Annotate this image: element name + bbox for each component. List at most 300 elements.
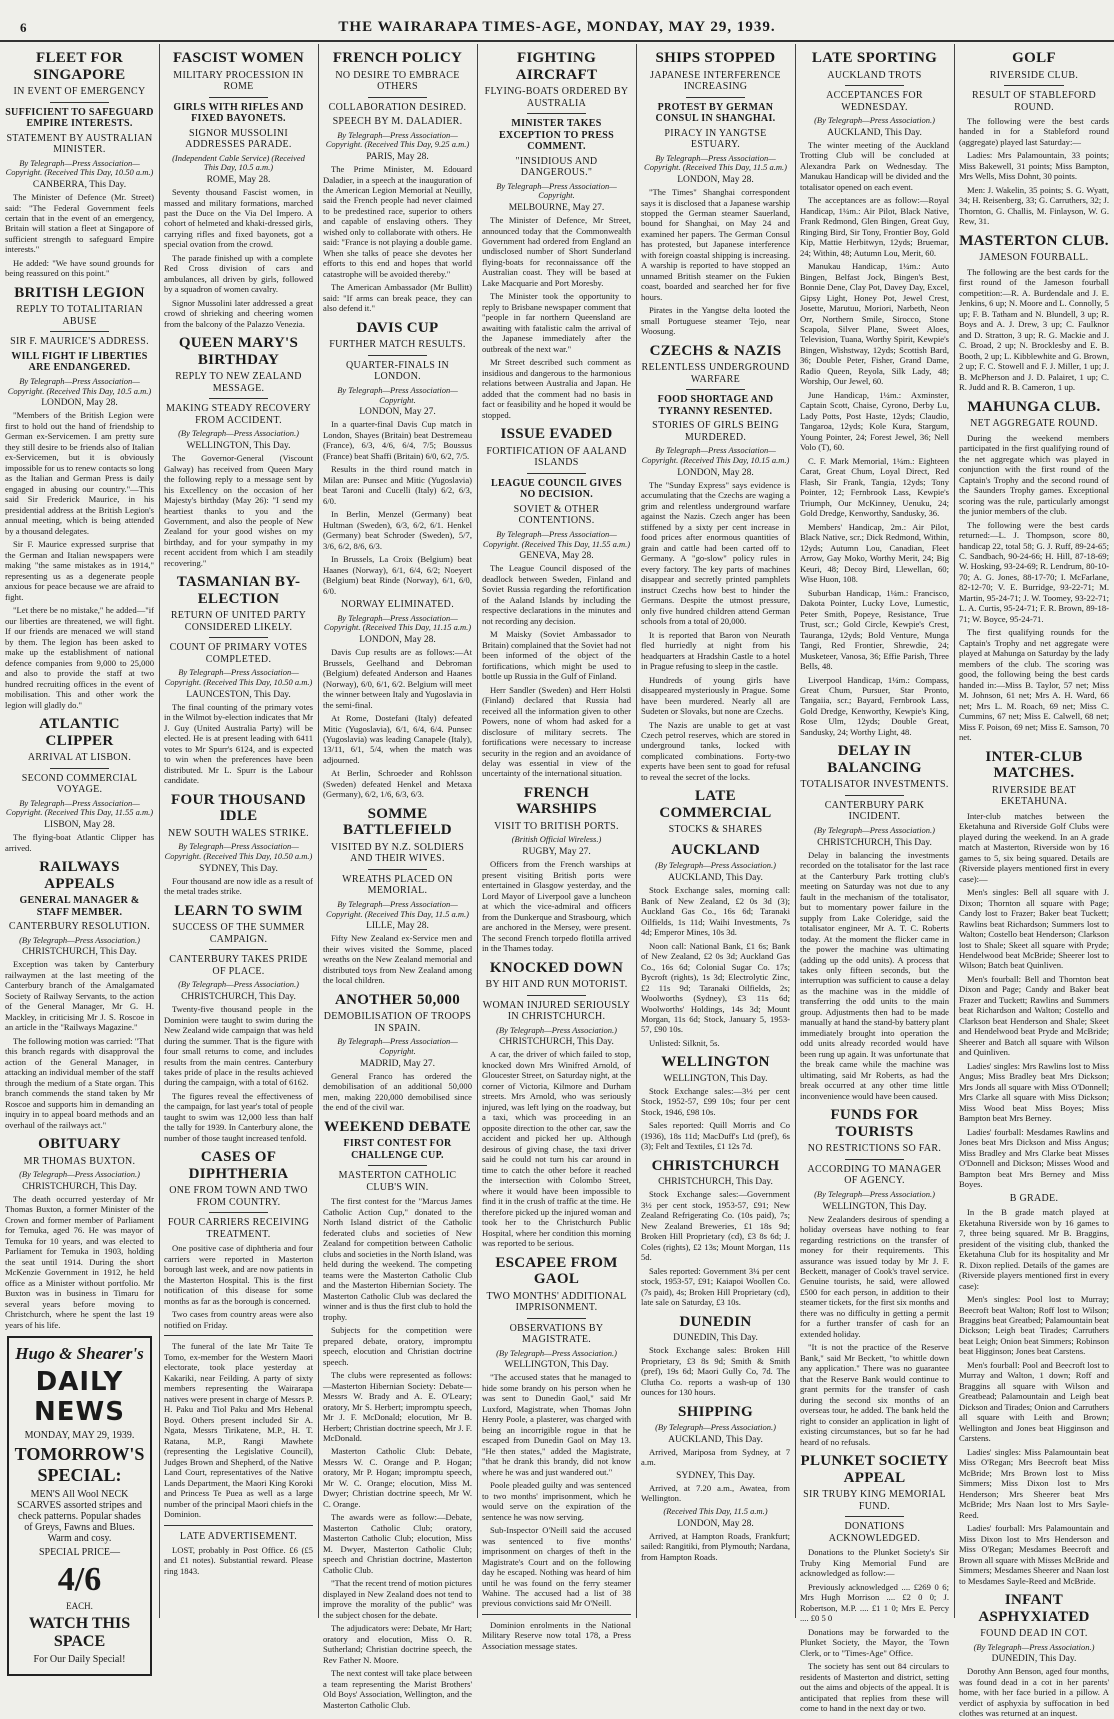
rule (845, 1516, 905, 1517)
article-headline: CASES OF DIPHTHERIA (188, 1149, 289, 1182)
subheading: CANTERBURY RESOLUTION. (8, 921, 151, 932)
article-paragraph: Twenty-five thousand people in the Dominion were taught to swim during the New Zealand wide campaign that was held during the summer. That is the figure with four small returns to come, and includes results from the main centres. Canterbury takes pride of place in the results achieved during the campaign, with a total of 6162. (164, 1004, 313, 1088)
place-dateline: WELLINGTON, This Day. (186, 441, 291, 452)
ad-cta-sub: For Our Daily Special! (33, 1654, 126, 1666)
article-paragraph: Noon call: National Bank, £1 6s; Bank of New Zealand, £2 0s 3d; Auckland Gas Co., 16s 6d; Colonial Sugar Co. 17s; Bycroft (rights), 1s 3d; Electrolytic Zinc, £2 11s 9d; Taranaki Oilfields, 2s; Woolworths (Sydney), £3 11s 6d; Woolworths' Holdings, 14s 3d; Mount Morgan, 11s 6d; Stock, January 5, 1953-57, £90 10s. (641, 940, 790, 1035)
article-headline: RAILWAYS APPEALS (39, 859, 120, 892)
article-paragraph: "Members of the British Legion were first to hold out the hand of friendship to German ex-Servicemen. I am pretty sure they still desire to be friends also of Italian ex-Servicemen, but it is obviously impossible for us to renew contacts so long as the Italian and German Press is daily engaged in abusing our country."—This said Sir Frederick Maurice, in his presidential address at the British Legion's annual meeting, which is being attended by a thousand delegates. (5, 410, 154, 536)
subheading: PROTEST BY GERMAN CONSUL IN SHANGHAI. (655, 101, 776, 124)
article-paragraph: "That the recent trend of motion pictures displayed in New Zealand does not tend to improve the morality of the public" was the subject chosen for the debate. (323, 1578, 472, 1620)
subheading: AUCKLAND TROTS (827, 69, 922, 81)
place-dateline: WELLINGTON, This Day. (504, 1360, 609, 1371)
article-paragraph: Inter-club matches between the Eketahuna and Riverside Golf Clubs were played during the weekend. In an A grade match at Masterton, Riverside won by 16 games to 5, six being squared. Details are (Riverside players mentioned first in every case):— (959, 810, 1109, 884)
place-dateline: GENEVA, May 28. (519, 551, 594, 562)
article-headline: SOMME BATTLEFIELD (343, 805, 452, 839)
article-paragraph: "The Times" Shanghai correspondent says it is disclosed that a Japanese warship stopped the German steamer Sauerland, bound for Shanghai, on May 24 and examined her papers. The German Consul has protested, but Japanese interference with foreign coastal shipping is increasing. A warship is reported to have stopped an unnamed British steamer on the Fukien coast, boarded and searched her for five hours. (641, 187, 790, 302)
article-paragraph: Ladies' fourball: Mesdames Rawlins and Jones beat Mrs Dickson and Miss Angus; Miss Bradley and Mrs Clarke beat Misses O'Donnell and Dickson; Misses Wood and Bampton beat Mrs Berney and Miss Boyes. (959, 1126, 1109, 1190)
article-paragraph: The winter meeting of the Auckland Trotting Club will be concluded at Alexandra Park on Wednesday. The Manukau Handicap will be divided and the totalisator opened on each event. (800, 139, 949, 192)
subheading: GIRLS WITH RIFLES AND FIXED BAYONETS. (173, 101, 304, 124)
dateline: (By Telegraph—Press Association.) (496, 1347, 617, 1358)
article-paragraph: Men's singles: Bell all square with J. Dixon; Thornton all square with Page; Candy lost to Frazer; Baker beat Tuckett; Rawlins beat Richardson; Summers lost to Walton; Costello beat Henderson; Clarkson lost to Shale; Skeet all square with Pryde; Hendelwood beat McBride; Sheerer lost to Wilson; Batch beat Quinliven. (959, 887, 1109, 971)
article-paragraph: The parade finished up with a complete Red Cross division of cars and ambulances, all driven by girls, followed by a squadron of women cavalry. (164, 252, 313, 295)
article-paragraph: Sales reported: Government 3¼ per cent stock, 1953-57, £91; Kaiapoi Woollen Co. (7s paid), 4s; Broken Hill Proprietary (cd), late sale on Saturday, £3 10s. (641, 1265, 790, 1308)
article-paragraph: The first qualifying rounds for the Captain's Trophy and net aggregate were played at Mahunga on Saturday by the lady members of the club. The scoring was good, the following being the best cards handed in:—Miss B. Taylor, 57 net; Miss M. Johnson, 61 net; Mrs A. H. Ward, 66 net; Mrs L. M. Roach, 69 net; Miss C. Cummins, 67 net; Miss E. Calwell, 68 net; Miss F. Poison, 69 net; Miss E. Samson, 70 net. (959, 627, 1109, 743)
rule (50, 331, 110, 332)
subheading: TOTALISATOR INVESTMENTS. (800, 779, 949, 791)
dateline: (British Official Wireless.) (511, 834, 602, 845)
ad-price-label: SPECIAL PRICE— (38, 1547, 121, 1559)
article-paragraph: Fifty New Zealand ex-Service men and their wives visited the Somme, placed wreaths on the New Zealand memorial and distributed toys from New Zealand among the local children. (323, 933, 472, 986)
article-paragraph: The League Council disposed of the deadlock between Sweden, Finland and Soviet Russia regarding the refortification of the Aaland Islands by including the respective declarations in the minutes and not recording any decision. (482, 563, 631, 626)
subheading: WREATHS PLACED ON MEMORIAL. (342, 873, 453, 897)
subheading: TWO MONTHS' ADDITIONAL IMPRISONMENT. (486, 1290, 627, 1314)
rule (368, 97, 428, 98)
subheading: STORIES OF GIRLS BEING MURDERED. (652, 420, 779, 443)
rule (50, 102, 110, 103)
place-dateline: CHRISTCHURCH, This Day. (22, 1181, 137, 1192)
subheading: QUARTER-FINALS IN LONDON. (345, 359, 450, 383)
article-paragraph: Herr Sandler (Sweden) and Herr Holsti (Finland) declared that Russia had received all the information given to other Powers, none of whom had asked for a disclosure of military secrets. The fortifications were necessary to increase security in the region and an avoidance of delay was essential in view of the uncertainty of the international situation. (482, 684, 631, 779)
dateline: By Telegraph—Press Association—Copyright. (Received This Day, 9.25 a.m.) (325, 129, 470, 150)
place-dateline: LONDON, May 28. (359, 635, 436, 646)
rule (50, 768, 110, 769)
column-2 (159, 44, 318, 1618)
article-paragraph: The first contest for the "Marcus James Catholic Action Cup," donated to the North Island district of the Catholic federated clubs and societies of New Zealand for competition between Catholic clubs and societies in the North Island, was held during the weekend. The competing teams were the Masterton Catholic Club and the Masterton Hibernian Society. The Masterton Catholic Club was declared the winner and is thus the first club to hold the trophy. (323, 1196, 472, 1322)
place-dateline: WELLINGTON, This Day. (822, 1201, 927, 1212)
article-paragraph: Manukau Handicap, 1¼m.: Auto Bingen, Belfast Jock, Bingen's Best, Bonnie Dene, Clay Pot, Davey Day, Excel, Gipsy Light, Honey Pot, Jewel Crest, Josette, Marutuu, Moriori, Narbeth, Neon Orr, Northern Smile, Sirocco, Stone Scapola, Silver Plane, Sweet Aloes, Television, Tuana, Worthy Spirit, Kewpie's Bingen, Wishstway, 12yds; Scottish Bard, 36; Double Peter, Fisher, Grand Dame, Radio Queen, Reyola, Silk Lady, 48; Worship, Our Jewel, 60. (800, 261, 949, 387)
ad-date: MONDAY, MAY 29, 1939. (24, 1430, 135, 1442)
place-dateline: PARIS, May 28. (366, 152, 429, 163)
article-headline: CZECHS & NAZIS (649, 342, 782, 359)
article-headline: GOLF (1012, 50, 1056, 66)
subheading: DEMOBILISATION OF TROOPS IN SPAIN. (323, 1011, 472, 1034)
article-headline: TASMANIAN BY-ELECTION (176, 574, 301, 607)
article-paragraph: Mr Street described such comment as insidious and dangerous to the harmonious relations between Australia and Japan. He added that the comment had no basis in fact or feasibility and he hoped it would be stopped. (482, 357, 631, 420)
dateline: By Telegraph—Press Association—Copyright. (Received This Day, 10.50 a.m.) (164, 667, 313, 688)
article-paragraph: Masterton Catholic Club: Debate, Messrs W. C. Orange and P. Hogan; oratory, Mr P. Hogan; impromptu speech, Mr W. C. Orange; elocution, Miss M. Dwyer; Christian doctrine speech, Mr W. C. Orange. (323, 1446, 472, 1509)
rule (482, 1614, 631, 1615)
article-headline: CHRISTCHURCH (651, 1157, 780, 1174)
subheading: SUCCESS OF THE SUMMER CAMPAIGN. (172, 922, 305, 945)
column-7 (954, 44, 1114, 1719)
subheading: RETURN OF UNITED PARTY CONSIDERED LIKELY. (170, 610, 307, 633)
article-headline: SHIPS STOPPED (655, 50, 776, 66)
subheading: JAPANESE INTERFERENCE INCREASING (650, 69, 781, 92)
subheading: FOUND DEAD IN COT. (980, 1628, 1088, 1640)
page-number: 6 (20, 20, 27, 35)
dateline: (By Telegraph—Press Association.) (814, 115, 935, 125)
ad-brand: Hugo & Shearer's (15, 1344, 144, 1364)
article-paragraph: Donations may be forwarded to the Plunket Society, the Mayor, the Town Clerk, or to "Times-Age" Office. (800, 1626, 949, 1658)
article-paragraph: Sales reported: Quill Morris and Co (1936), 18s 11d; MacDuff's Ltd (pref), 6s (3); Felt and Textiles, £1 12s 7d. (641, 1120, 790, 1152)
article-paragraph: The Nazis are unable to get at vast Czech petrol reserves, which are stored in underground tanks, locked with complicated combinations. Forty-two experts have been sent to goad for refusal to reveal the secret of the locks. (641, 719, 790, 782)
article-paragraph: The Governor-General (Viscount Galway) has received from Queen Mary the following reply to a message sent by his Excellency on the occasion of her Majesty's birthday (May 26): "I send my heartiest thanks to you and the Government, and also the people of New Zealand for your good wishes on my birthday, and for your sympathy in my recent accident from which I am steadily recovering." (164, 453, 313, 568)
article-headline: INFANT ASPHYXIATED (978, 1592, 1090, 1625)
subheading: COUNT OF PRIMARY VOTES COMPLETED. (169, 642, 308, 665)
dateline: (Independent Cable Service) (Received This Day, 10.5 a.m.) (172, 152, 305, 173)
article-paragraph: In Brussels, La Croix (Belgium) beat Haanes (Norway), 6/1, 6/4, 6/2; Noeyert (Belgium) beat Rinde (Norway), 6/1, 6/0, 6/0. (323, 554, 472, 596)
subheading: LEAGUE COUNCIL GIVES NO DECISION. (490, 477, 623, 501)
article-paragraph: Stock Exchange sales, morning call: Bank of New Zealand, £2 0s 3d (3); Auckland Gas Co., 16s 6d; Taranaki Oilfields, 1s 11d; Waihi Investments, 7s 4d; Emperor Mines, 10s 3d. (641, 885, 790, 938)
place-dateline: CHRISTCHURCH, This Day. (499, 1037, 614, 1048)
subheading: RESULT OF STABLEFORD ROUND. (971, 90, 1097, 113)
subheading: MILITARY PROCESSION IN ROME (173, 69, 304, 92)
article-paragraph: Seventy thousand Fascist women, in massed and military formations, marched past the Duce on the Via Del Impero. A cohort of helmeted and khaki-dressed girls, carrying rifles and fixed bayonets, got a special ovation from the crowd. (164, 187, 313, 250)
article-paragraph: Suburban Handicap, 1¼m.: Francisco, Dakota Pointer, Lucky Love, Lumestic, Peter Smith, Popeye, Resistance, True Trust, scr.; Gold Circle, Kewpie's Crest, Tauranga, 12yds; Bold Venture, Munga Tangi, Red Frontier, Shrewdie, 24; Musketeer, Vanosa, 36; Effie Parish, Three Bells, 48. (800, 587, 949, 672)
subheading: ARRIVAL AT LISBON. (27, 752, 132, 763)
article-headline: QUEEN MARY'S BIRTHDAY (178, 335, 299, 368)
article-headline: ATLANTIC CLIPPER (39, 716, 120, 749)
subheading: MINISTER TAKES EXCEPTION TO PRESS COMMENT. (498, 118, 615, 152)
subheading: SIR TRUBY KING MEMORIAL FUND. (803, 1489, 946, 1512)
article-paragraph: Two cases from country areas were also notified on Friday. (164, 1309, 313, 1330)
masthead-title: THE WAIRARAPA TIMES-AGE, MONDAY, MAY 29, 1939. (338, 19, 776, 35)
dateline: (By Telegraph—Press Association.) (496, 1024, 617, 1035)
article-paragraph: The Prime Minister, M. Edouard Daladier, in a speech at the inauguration of the American Legion Memorial at Neuilly, said the French people had never claimed to be predestined race, superior to others and capable of enslaving others. They wished only to collaborate with others. He said: "France is not playing a double game. When she talks of peace she devotes her efforts to this end and hopes that world catastrophe will be avoided thereby." (323, 164, 472, 279)
article-paragraph: New Zealanders desirous of spending a holiday overseas have nothing to fear regarding restrictions on the transfer of money for their requirements. This assurance was issued today by Mr J. F. Beckett, manager of Cook's travel service. Genuine tourists, he said, were allowed £500 for each person, in addition to their steamer tickets, for the first six months and there was no difficulty in getting a permit for a further transfer of cash for an extended holiday. (800, 1213, 949, 1339)
subheading: VISITED BY N.Z. SOLDIERS AND THEIR WIVES. (330, 841, 465, 865)
rule (209, 949, 269, 950)
subheading: OBSERVATIONS BY MAGISTRATE. (509, 1322, 604, 1346)
subheading: NO DESIRE TO EMBRACE OTHERS (335, 69, 460, 92)
subheading: CANTERBURY PARK INCIDENT. (824, 799, 925, 823)
article-paragraph: The figures reveal the effectiveness of the campaign, for last year's total of people taught to swim was 12,000 less than half the tally for 1939. In Canterbury alone, the number of those taught increased tenfold. (164, 1090, 313, 1143)
article-paragraph: The Minister of Defence (Mr. Street) said: "The Federal Government feels certain that in the event of an emergency, Britain will station a fleet at Singapore of sufficient strength to safeguard Empire interests." (5, 192, 154, 255)
article-paragraph: The final counting of the primary votes in the Wilmot by-election indicates that Mr J. Guy (United Australia Party) will be elected. He is at present leading with 6411 votes to Mr Spurr's 6124, and is expected to win when the preferences have been distributed. Mr L. Spurr is the Labour candidate. (164, 701, 313, 786)
dateline: (By Telegraph—Press Association.) (19, 934, 140, 945)
article-paragraph: "Let there be no mistake," he added—"if our liberties are threatened, we will fight. If our friends are menaced we will stand by them. The legion has been asked to make up the establishment of national defence companies from 9,000 to 25,000 and also to provide the staff at two hundred recruiting offices in the event of mobilisation. This and other work the legion will gladly do." (5, 605, 154, 710)
article-paragraph: Pirates in the Yangtse delta looted the small Portuguese steamer Tejo, near Woosung. (641, 305, 790, 337)
subheading: ACCEPTANCES FOR WEDNESDAY. (826, 90, 923, 113)
article-paragraph: Sir F. Maurice expressed surprise that the German and Italian newspapers were making "the same mistakes as in 1914," representing us as a degenerate people anxious for peace because we are afraid to fight. (5, 539, 154, 602)
article-headline: LATE COMMERCIAL (659, 788, 772, 821)
rule (527, 473, 587, 474)
article-paragraph: Arrived, at 7.20 a.m., Awatea, from Wellington. (641, 1482, 790, 1504)
dateline: (By Telegraph—Press Association.) (178, 428, 299, 439)
rule (209, 398, 269, 399)
article-paragraph: Unlisted: Silknit, 5s. (649, 1037, 720, 1048)
place-dateline: LONDON, May 27. (359, 407, 436, 418)
article-headline: ANOTHER 50,000 (334, 991, 461, 1008)
subheading: RELENTLESS UNDERGROUND WARFARE (641, 362, 790, 385)
ad-each: EACH. (66, 1601, 93, 1612)
advertisement-box (7, 1336, 152, 1676)
article-paragraph: The awards were as follow:—Debate, Masterton Catholic Club; oratory, Masterton Catholic Club; elocution, Miss M. Dwyer, Masterton Catholic Club; speech and Christian doctrine, Masterton Catholic Club. (323, 1512, 472, 1575)
subheading: STATEMENT BY AUSTRALIAN MINISTER. (6, 132, 153, 155)
article-paragraph: The acceptances are as follow:—Royal Handicap, 1¼m.: Air Pilot, Black Native, Frank Redmond, Glen Bingen, Great Guy, Ringing Bird, Sir Tony, Frontier Boy, Gold Kip, Mattie Herbitwyn, 12yds; Bruemar, 24; Within, 48; Autumn Lou, Merit, 60. (800, 195, 949, 258)
rule (845, 795, 905, 796)
article-paragraph: Ladies' singles: Mrs Rawlins lost to Miss Angus; Miss Bradley beat Mrs Dickson; Mrs Jonds all square with Miss O'Donnell; Mrs Clarke all square with Miss Dickson; Miss Wood beat Miss Boyes; Miss Bampton beat Mrs Berney. (959, 1060, 1109, 1124)
article-paragraph: Stock Exchange sales:—3½ per cent Stock, 1952-57, £99 10s; four per cent Stock, 1946, £98 10s. (641, 1085, 790, 1117)
subheading: STOCKS & SHARES (668, 824, 763, 836)
article-paragraph: Dorothy Ann Benson, aged four months, was found dead in a cot in her parents' home, with her face buried in a pillow. A verdict of asphyxia by suffocation in bed clothes was returned at an inquest. (959, 1666, 1109, 1719)
article-headline: LEARN TO SWIM (174, 902, 303, 919)
dateline: By Telegraph—Press Association—Copyright. (Received This Day, 11.55 a.m.) (482, 528, 631, 549)
rule (368, 1165, 428, 1166)
subheading: VISIT TO BRITISH PORTS. (494, 820, 619, 832)
subheading: BY HIT AND RUN MOTORIST. (485, 979, 628, 991)
rule (686, 97, 746, 98)
article-paragraph: It is reported that Baron von Neurath fled hurriedly at night from his headquarters at Hradshin Castle to a hotel in Prague refusing to sleep in the castle. (641, 629, 790, 672)
article-paragraph: The following are the best cards for the first round of the Jameson fourball competition:—R. A. Burdendale and J. E. Jenkins, 6 up; N. Moore and L. Connolly, 5 up; F. B. Tatham and N. Blundell, 3 up; R. Boys and A. J. Drew, 3 up; C. Faulknor and D. Stratton, 3 up; R. G. Mackie and J. C. Broad, 2 up; N. Brocklesby and E. B. Booth, 2 up; L. Kibblewhite and G. Brown, 2 up; F. C. Stowell and F. J. Miller, 1 up; J. B. McPherson and J. D. Palairet, 1 up; C. R. Judd and R. B. Cameron, 1 up. (959, 266, 1109, 393)
subheading: SOVIET & OTHER CONTENTIONS. (513, 503, 600, 527)
subheading: REPLY TO TOTALITARIAN ABUSE (16, 304, 143, 327)
subheading: RIVERSIDE BEAT EKETAHUNA. (992, 784, 1076, 808)
rule (686, 389, 746, 390)
dateline: (By Telegraph—Press Association.) (19, 1169, 140, 1180)
subheading: SIGNOR MUSSOLINI ADDRESSES PARADE. (185, 127, 292, 150)
article-headline: AUCKLAND (670, 841, 761, 858)
ad-price: 4/6 (57, 1561, 102, 1599)
dateline: By Telegraph—Press Association—Copyright. (Received This Day, 10.50 a.m.) (164, 841, 313, 862)
article-paragraph: Davis Cup results are as follows:—At Brussels, Geelhand and Debroman (Belgium) defeated Anderson and Haanes (Norway), 6/0, 6/1, 6/2. Belgium will meet the winner between Italy and Yugoslavia in the semi-final. (323, 647, 472, 710)
article-paragraph: In Berlin, Menzel (Germany) beat Hultman (Sweden), 6/3, 6/2, 6/1. Henkel (Germany) beat Schroder (Sweden), 5/7, 3/6, 6/2, 8/6, 6/3. (323, 509, 472, 551)
article-paragraph: General Franco has ordered the demobilisation of an additional 50,000 men, making 220,000 demobilised since the end of the civil war. (323, 1070, 472, 1113)
article-headline: WELLINGTON (661, 1054, 770, 1071)
article-headline: FIGHTING AIRCRAFT (515, 50, 598, 83)
rule (845, 1159, 905, 1160)
article-headline: INTER-CLUB MATCHES. (985, 748, 1083, 782)
article-paragraph: The following were the best cards returned:—L. J. Thompson, score 80, handicap 22, total 58; G. J. Ruff, 89-24-65; C. Sandbach, 90-24-66; H. Hill, 87-18-69; W. Hosking, 93-24-69; R. Lendrum, 80-10-70; A. G. Jones, 88-17-70; I. McFarlane, 82-12-70; V. E. Burridge, 93-22-71; M. Martin, 95-24-71; J. W. Toomey, 93-22-71; L. A. Curtis, 95-24-71; F. R. Brown, 89-18-71; W. Boyce, 95-24-71. (959, 519, 1109, 624)
subheading: FOUR CARRIERS RECEIVING TREATMENT. (167, 1217, 310, 1240)
column-1 (0, 44, 159, 1666)
subheading: ONE FROM TOWN AND TWO FROM COUNTRY. (169, 1185, 308, 1208)
article-paragraph: Arrived, at Hampton Roads, Frankfurt; sailed: Rangitiki, from Plymouth; Nardana, from Hampton Roads. (641, 1530, 790, 1562)
subheading: SECOND COMMERCIAL VOYAGE. (21, 772, 138, 795)
dateline: (By Telegraph—Press Association.) (973, 1641, 1095, 1652)
subheading: NO RESTRICTIONS SO FAR. (807, 1143, 942, 1155)
article-paragraph: Officers from the French warships at present visiting British ports were entertained in Glasgow yesterday, and the Lord Mayor of Liverpool gave a luncheon at which the vice-admiral and officers from the Dunkerque and Strasbourg, which are anchored in the Mersey, were present. The second French torpedo flotilla arrived in the Thames today. (482, 859, 631, 954)
subheading: LATE ADVERTISEMENT. (179, 1530, 298, 1542)
rule (845, 85, 905, 86)
subheading: MR THOMAS BUXTON. (23, 1155, 136, 1167)
article-paragraph: Ladies' fourball: Mrs Palamountain and Miss Dixon lost to Mrs Henderson and Miss O'Regan; Mesdames Beecroft and Brown all square with Misses McBride and Simmers; Mesdames Sheerer and Naan lost to Mesdames Sayle-Reed and McBride. (959, 1523, 1109, 1586)
article-headline: OBITUARY (38, 1136, 121, 1153)
article-paragraph: "It is not the practice of the Reserve Bank," said Mr Beckett, "to whittle down any application." There was no guarantee that the Reserve Bank would continue to grant permits for the transfer of cash during the second six months of an overseas tour, he added. The bank held the right to consider an application in light of existing circumstances, but so far he had heard of no refusals. (800, 1342, 949, 1447)
article-paragraph: Liverpool Handicap, 1¼m.: Compass, Great Chum, Pursuer, Star Pronto, Tangaiia, scr.; Bayard, Fernbrook Lass, Gold Dredge, Kenworthy, Kewpie's King, Rose Ulm, 12yds; Double Great, Sandusky, 24; Worthy Light, 48. (800, 674, 949, 737)
subheading: NET AGGREGATE ROUND. (970, 418, 1098, 430)
article-paragraph: Members' Handicap, 2m.: Air Pilot, Black Native, scr.; Dick Redmond, Within, 12yds; Autumn Lou, Canadian, Fleet Arrow, Gay Moko, Worthy Merit, 24; Big Keuri, 48; Decoy Bird, Llewellan, 60; Wise Huon, 108. (800, 521, 949, 585)
article-headline: KNOCKED DOWN (489, 959, 624, 976)
subheading: WOMAN INJURED SERIOUSLY IN CHRISTCHURCH. (482, 999, 631, 1023)
rule (209, 1212, 269, 1213)
place-dateline: MADRID, May 27. (360, 1058, 435, 1069)
rule (527, 995, 587, 996)
subheading: ACCORDING TO MANAGER OF AGENCY. (807, 1163, 942, 1187)
article-paragraph: The clubs were represented as follows:—Masterton Hibernian Society: Debate—Messrs W. Brady and A. E. O'Leary; oratory, Mr S. Herbert; impromptu speech, Mr J. F. McDonald; elocution, Mr B. Herbert; Christian doctrine speech, Mr J. F. McDonald. (323, 1370, 472, 1443)
article-paragraph: Men: J. Wakelin, 35 points; S. G. Wyatt, 34; H. Reisenberg, 33; G. Carruthers, 32; J. Thornton, G. Challis, M. Finlayson, W. G. Rew, 31. (959, 184, 1109, 227)
subheading: "INSIDIOUS AND DANGEROUS." (515, 155, 598, 178)
subheading: MAKING STEADY RECOVERY FROM ACCIDENT. (165, 403, 312, 426)
place-dateline: AUCKLAND, This Day. (668, 873, 763, 884)
article-paragraph: The American Ambassador (Mr Bullitt) said: "If arms can break peace, they can also defend it." (323, 282, 472, 314)
subheading: MASTERTON CATHOLIC CLUB'S WIN. (338, 1170, 457, 1193)
article-paragraph: Previously acknowledged .... £269 0 6; Mrs Hugh Morrison .... £2 0 0; J. Robertson, M.P. .... £1 1 0; Mrs E. Percy .... £0 5 0 (800, 1581, 949, 1624)
subheading: CANTERBURY TAKES PRIDE OF PLACE. (169, 954, 308, 977)
article-paragraph: Signor Mussolini later addressed a great crowd of shrieking and cheering women from the balcony of the Palazzo Venezia. (164, 297, 313, 329)
subheading: IN EVENT OF EMERGENCY (13, 86, 146, 97)
article-paragraph: The next contest will take place between a team representing the Marist Brothers' Old Boys' Association, Wellington, and the Masterton Catholic Club. (323, 1668, 472, 1710)
article-paragraph: Results in the third round match in Milan are: Punsec and Mitic (Yugoslavia) beat Taroni and Cucelli (Italy) 6/2, 6/3, 6/0. (323, 464, 472, 506)
dateline: (By Telegraph—Press Association.) (178, 979, 299, 990)
article-paragraph: Delay in balancing the investments recorded on the totalisator for the last race at the Canterbury Park trotting club's meeting on Saturday was not due to any fault in the mechanism of the totalisator, but to momentary power failure in the supply from Lake Coleridge, said the totalisator engineer, Mr A. T. C. Roberts today. At the moment the flicker came in the power the machine was ultimating (adding up the odd units). A process that takes only fifteen seconds, but the interruption was sufficient to cause a delay as the machine was in the middle of transferring the odd units to the main group. Adjustments then had to be made manually at hand the stand-by battery plant immediately brought into operation the odd units already recorded would have been rung up again. It was unfortunate that the break came while the machine was ultimating, said Mr Roberts, as had the break occurred at any other time little inconvenience would have been caused. (800, 849, 949, 1101)
article-paragraph: Four thousand are now idle as a result of the metal trades strike. (164, 875, 313, 897)
article-paragraph: The death occurred yesterday of Mr Thomas Buxton, a former Minister of the Crown and former member of Parliament for Temuka, aged 76. He was mayor of Temuka for 10 years, and was elected to Parliament for Temuka in 1903, holding the seat until 1914. During the short McKenzie Government in 1912, he held office as a Minister without portfolio. Mr Buxton was in business in Timaru for several years before moving to Christchurch, where he spent the last 19 years of his life. (5, 1193, 154, 1330)
place-dateline: AUCKLAND, This Day. (827, 127, 922, 138)
article-paragraph: Men's fourball: Pool and Beecroft lost to Murray and Walton, 1 down; Roff and Braggins all square with Wilson and Greatbead; Palamountain and Leigh beat Dickson and Tirades; Onion and Carruthers all square with Leith and Brown; Wellington and Jones beat Higginson and Carstens. (959, 1359, 1109, 1444)
article-paragraph: LOST, probably in Post Office. £6 (£5 and £1 notes). Substantial reward. Please ring 1843. (164, 1545, 313, 1576)
article-paragraph: Exception was taken by Canterbury railwaymen at the last meeting of the Canterbury branch of the Amalgamated Society of Railway Servants, to the action of the General Manager, Mr G. H. Mackley, in criticising Mr J. S. Roscoe in an article in the "Railways Magazine." (5, 959, 154, 1033)
article-paragraph: The following motion was carried: "That this branch regards with disapproval the action of the General Manager, in attacking an individual member of the staff through the medium of a State organ. This branch commends the stand taken by Mr Roscoe and supports him in demanding an inquiry in to appeal board methods and an overhaul of the railways act." (5, 1035, 154, 1130)
place-dateline: CHRISTCHURCH, This Day. (817, 837, 932, 848)
article-paragraph: Donations to the Plunket Society's Sir Truby King Memorial Fund are acknowledged as follow:— (800, 1547, 949, 1579)
masthead (0, 0, 1114, 42)
subheading: SPEECH BY M. DALADIER. (332, 116, 463, 127)
subheading: RIVERSIDE CLUB. (989, 69, 1079, 81)
article-paragraph: Arrived, Mariposa from Sydney, at 7 a.m. (641, 1446, 790, 1468)
article-paragraph: June Handicap, 1¼m.: Axminster, Captain Scott, Chaise, Cyrono, Derby Lu, Lady Potts, Post Haste, 12yds; Claudio, Tangaroa, 12yds; Kole Kura, Stargum, Young Pointer, 24; Forest Jewel, 36; Nell Volo (T), 60. (800, 389, 949, 453)
dateline: (By Telegraph—Press Association.) (655, 860, 776, 871)
rule (368, 869, 428, 870)
subheading: REPLY TO NEW ZEALAND MESSAGE. (175, 371, 302, 394)
place-dateline: LONDON, May 28. (677, 1518, 754, 1529)
article-headline: FLEET FOR SINGAPORE (33, 50, 126, 83)
dateline: (By Telegraph—Press Association.) (655, 1422, 776, 1433)
rule (527, 1318, 587, 1319)
place-dateline: LONDON, May 28. (41, 398, 118, 409)
subheading: NORWAY ELIMINATED. (341, 599, 454, 611)
article-paragraph: Stock Exchange sales:—Government 3½ per cent stock, 1953-57, £91; New Zealand Refrigerating Co. (10s paid), 7s; New Zealand Breweries, £1 18s 9d; Broken Hill Proprietary (cd), £3 8s 6d; J. Coles (rights), £2 13s; Mount Morgan, 11s 5d. (641, 1189, 790, 1263)
subheading: WILL FIGHT IF LIBERTIES ARE ENDANGERED. (11, 350, 148, 374)
article-paragraph: Men's fourball: Bell and Thornton beat Dixon and Page; Candy and Baker beat Frazer and Tuckett; Rawlins and Summers beat Richardson and Walton; Costello and Clarkson beat Henderson and Shale; Skeet and Hendelwood beat Pryde and McBride; Sheerer and Batch all square with Wilson and Quinliven. (959, 973, 1109, 1058)
column-4 (477, 44, 636, 1651)
place-dateline: LISBON, May 28. (44, 820, 115, 831)
article-paragraph: C. F. Mark Memorial, 1¼m.: Eighteen Carat, Great Chum, Loyal Direct, Red Flash, Sir Frank, Tangia, 12yds; Tony Pointer, 12; Fernbrook Lass, Kewpie's Triumph, Our McKinney, Uenuku, 24; Gold Dredge, Kenworthy, Sandusky, 36. (800, 455, 949, 519)
place-dateline: LONDON, May 28. (677, 175, 754, 186)
column-6 (795, 44, 954, 1713)
article-headline: BRITISH LEGION (14, 284, 145, 301)
article-headline: FASCIST WOMEN (172, 50, 304, 66)
article-headline: PLUNKET SOCIETY APPEAL (800, 1453, 949, 1486)
place-dateline: AUCKLAND, This Day. (668, 1434, 763, 1445)
article-paragraph: A car, the driver of which failed to stop, knocked down Mrs Winifred Arnold, of Gloucester Street, on Saturday night, at the corner of Victoria, Kilmore and Durham streets. Mrs Arnold, who was seriously injured, was left lying on the roadway, but a taxi, which was proceeding in an opposite direction to the other car, saw the accident and picked her up. Although desirous of giving chase, the taxi driver said he could not turn his car around in time to catch the other before it reached the intersection with Colombo Street, where it would have been impossible to find it in the crush of traffic at the time. He therefore picked up the injured woman and took her to the Christchurch Public Hospital, where her condition this morning was reported to be serious. (482, 1049, 631, 1249)
place-dateline: WELLINGTON, This Day. (663, 1073, 768, 1084)
place-dateline: SYDNEY, This Day. (676, 1470, 755, 1481)
dateline: (By Telegraph—Press Association.) (814, 824, 935, 835)
subheading: DONATIONS ACKNOWLEDGED. (828, 1521, 921, 1544)
place-dateline: SYDNEY, This Day. (199, 863, 278, 874)
rule (164, 1525, 313, 1526)
article-paragraph: M Maisky (Soviet Ambassador to Britain) complained that the Soviet had not been informed of the object of the fortifications, which might be used to bottle up Russia in the Gulf of Finland. (482, 629, 631, 682)
subheading: NEW SOUTH WALES STRIKE. (168, 827, 309, 839)
article-paragraph: The "Sunday Express" says evidence is accumulating that the Czechs are waging a grim and relentless underground warfare against the Nazis. Czech anger has been stiffened by a sixty per cent increase in food prices after enormous quantities of grain and cattle had been carted off to Germany. A "go-slow" policy rules in every factory. The key parts of machines disappear and secretly printed pamphlets instruct Czechs how best to hinder the Germans. Despite the utmost pressure, only five hundred children attend German schools from a total of 20,000. (641, 479, 790, 627)
article-paragraph: The society has sent out 84 circulars to residents of Masterton and district, setting out the aims and objects of the appeal. It is anticipated that replies from these will come to hand in the next day or two. (800, 1661, 949, 1713)
place-dateline: MELBOURNE, May 27. (508, 203, 605, 214)
subheading: FLYING-BOATS ORDERED BY AUSTRALIA (484, 86, 629, 109)
dateline: By Telegraph—Press Association—Copyright. (337, 384, 458, 405)
place-dateline: DUNEDIN, This Day. (991, 1654, 1077, 1665)
article-paragraph: Dominion enrolments in the National Military Reserve now total 178, a Press Association message states. (482, 1619, 631, 1651)
subheading: SUFFICIENT TO SAFEGUARD EMPIRE INTERESTS. (5, 106, 154, 129)
rule (1004, 85, 1064, 86)
place-dateline: LILLE, May 28. (366, 921, 429, 932)
article-headline: FOUR THOUSAND IDLE (171, 791, 306, 825)
article-headline: MAHUNGA CLUB. (967, 398, 1101, 415)
place-dateline: DUNEDIN, This Day. (673, 1333, 758, 1344)
article-paragraph: Men's singles: Pool lost to Murray; Beecroft beat Walton; Roff lost to Wilson; Braggins beat Greatbed; Palamountain beat Dickson; Leigh beat Tirades; Carruthers beat Leigh; Onion beat Simmers; Robinson beat Higginson; Jones beat Carstens. (959, 1294, 1109, 1357)
article-headline: FRENCH POLICY (332, 50, 463, 66)
place-dateline: RUGBY, May 27. (522, 847, 591, 858)
subheading: FURTHER MATCH RESULTS. (329, 339, 466, 351)
article-headline: DUNEDIN (679, 1313, 752, 1330)
article-paragraph: Ladies' singles: Miss Palamountain beat Miss O'Regan; Mrs Beecroft beat Miss McBride; Mrs Brown lost to Miss Simmers; Miss Dixon lost to Mrs Henderson; Mrs Sheerer beat Mrs McBride; Mrs Naan lost to Mrs Sayle-Reed. (959, 1446, 1109, 1520)
article-paragraph: The adjudicators were: Debate, Mr Hart; oratory and elocution, Miss O. R. Sutherland; Christian doctrine speech, the Rev Father N. Moore. (323, 1623, 472, 1665)
article-headline: WEEKEND DEBATE (324, 1118, 471, 1135)
article-paragraph: The Minister of Defence, Mr Street, announced today that the Commonwealth Government had ordered from England an undisclosed number of Short Sunderland flying-boats for reconnaissance off the Australian coast. They will be based at Lake Macquarie and Port Moresby. (482, 215, 631, 288)
ad-headline: TOMORROW'S SPECIAL: (14, 1444, 145, 1486)
subheading: FIRST CONTEST FOR CHALLENGE CUP. (343, 1138, 452, 1161)
article-paragraph: "The accused states that he managed to hide some brandy on his person when he was sent to Dunedin Gaol," said Mr Luxford, Magistrate, when Thomas John Henry Poole, a plasterer, was charged with being an incorrigible rogue in that he escaped from Dunedin Gaol on May 13. "He then states," added the Magistrate, "that he drank this brandy, did not know where he was and just wandered out." (482, 1372, 631, 1477)
article-headline: ESCAPEE FROM GAOL (495, 1254, 618, 1288)
place-dateline: CHRISTCHURCH, This Day. (658, 1177, 773, 1188)
article-paragraph: In the B grade match played at Eketahuna Riverside won by 16 games to 7, three being squared. Mr B. Braggins, president of the visiting club, thanked the Eketahuna Club for its hospitality and Mr R. Dixon replied. Details of the games are (Riverside players mentioned first in every case): (959, 1207, 1109, 1291)
article-paragraph: Ladies: Mrs Palamountain, 33 points; Miss Bakewell, 31 points; Miss Bampton, Mrs Wells, Miss Dohnt, 30 points. (959, 150, 1109, 182)
subheading: FORTIFICATION OF AALAND ISLANDS (486, 445, 627, 469)
place-dateline: CHRISTCHURCH, This Day. (22, 947, 137, 958)
dateline: By Telegraph—Press Association—Copyright. (Received This Day, 10.50 a.m.) (5, 157, 154, 178)
rule (368, 355, 428, 356)
column-5 (636, 44, 795, 1618)
article-paragraph: One positive case of diphtheria and four carriers were reported in Masterton borough last week, and are now patients in the Masterton Hospital. This is the first notification of this disease for some months as far as the borough is concerned. (164, 1243, 313, 1306)
article-headline: ISSUE EVADED (500, 426, 613, 443)
article-paragraph: At Rome, Dostefani (Italy) defeated Mitic (Yugoslavia), 6/1, 6/4, 6/4. Punsec (Yugoslavia) was leading Canapele (Italy), 13/11, 6/1, 5/4, when the match was adjourned. (323, 713, 472, 765)
rule (527, 113, 587, 114)
article-headline: FUNDS FOR TOURISTS (830, 1107, 919, 1140)
subheading: SIR F. MAURICE'S ADDRESS. (10, 336, 149, 348)
dateline: By Telegraph—Press Association—Copyright. (Received This Day, 10.5 a.m.) (7, 375, 152, 396)
article-paragraph: Subjects for the competition were prepared debate, oratory, impromptu speech, elocution and Christian doctrine speech. (323, 1325, 472, 1367)
article-paragraph: During the weekend members participated in the first qualifying round of the net aggregate which was played in conjunction with the first round of the Captain's Trophy and the second round of the Saunders Trophy games. Exceptional scoring was the rule, particularly amongst the junior members of the club. (959, 432, 1109, 517)
subheading: COLLABORATION DESIRED. (328, 101, 467, 113)
subheading: FOOD SHORTAGE AND TYRANNY RESENTED. (657, 394, 774, 417)
dateline: (By Telegraph—Press Association.) (814, 1188, 935, 1199)
subheading: JAMESON FOURBALL. (979, 252, 1089, 264)
subheading: PIRACY IN YANGTSE ESTUARY. (664, 127, 767, 150)
article-paragraph: Hundreds of young girls have disappeared mysteriously in Prague. Some have been murdered. Nearly all are Sudeten or Slovaks, but none are Czechs. (641, 674, 790, 717)
place-dateline: CANBERRA, This Day. (32, 180, 127, 191)
article-headline: DAVIS CUP (356, 319, 439, 336)
article-paragraph: The Minister took the opportunity to reply to Brisbane newspaper comment that "people in far northern Queensland are awaiting with fatalistic calm the arrival of the Japanese immediately after the outbreak of the next war." (482, 291, 631, 354)
ad-title: DAILY NEWS (34, 1367, 125, 1428)
rule (164, 1335, 313, 1336)
place-dateline: LAUNCESTON, This Day. (186, 689, 291, 700)
column-3 (318, 44, 477, 1710)
ad-body: MEN'S All Wool NECK SCARVES assorted stripes and check patterns. Popular shades of Greys, Fawns and Blues. Warm and cosy. (16, 1489, 143, 1545)
article-paragraph: The flying-boat Atlantic Clipper has arrived. (5, 832, 154, 853)
dateline: By Telegraph—Press Association—Copyright. (Received This Day, 11.55 a.m.) (5, 797, 154, 818)
dateline: By Telegraph—Press Association—Copyright. (Received This Day, 11.15 a.m.) (323, 612, 472, 633)
article-headline: FRENCH WARSHIPS (516, 784, 597, 818)
dateline: By Telegraph—Press Association—Copyright. (Received This Day, 11.5 a.m.) (644, 152, 787, 173)
dateline: By Telegraph—Press Association—Copyright. (496, 180, 617, 201)
article-headline: LATE SPORTING (811, 50, 938, 66)
dateline: By Telegraph—Press Association—Copyright. (Received This Day, 10.15 a.m.) (641, 445, 790, 466)
article-paragraph: At Berlin, Schroeder and Rohlsson (Sweden) defeated Henkel and Metaxa (Germany), 6/2, 1/6, 6/3, 6/3. (323, 768, 472, 800)
article-paragraph: He added: "We have sound grounds for being reassured on this point." (5, 257, 154, 279)
article-paragraph: Poole pleaded guilty and was sentenced to two months' imprisonment, which he would serve on the expiration of the sentence he was now serving. (482, 1480, 631, 1522)
dateline: By Telegraph—Press Association—Copyright. (337, 1036, 458, 1057)
article-paragraph: Stock Exchange sales: Broken Hill Proprietary, £3 8s 9d; Smith & Smith (pref), 19s 6d; Maori Gully Co, 7d. The Clutha Co. reports a wash-up of 130 ounces for 130 hours. (641, 1345, 790, 1398)
